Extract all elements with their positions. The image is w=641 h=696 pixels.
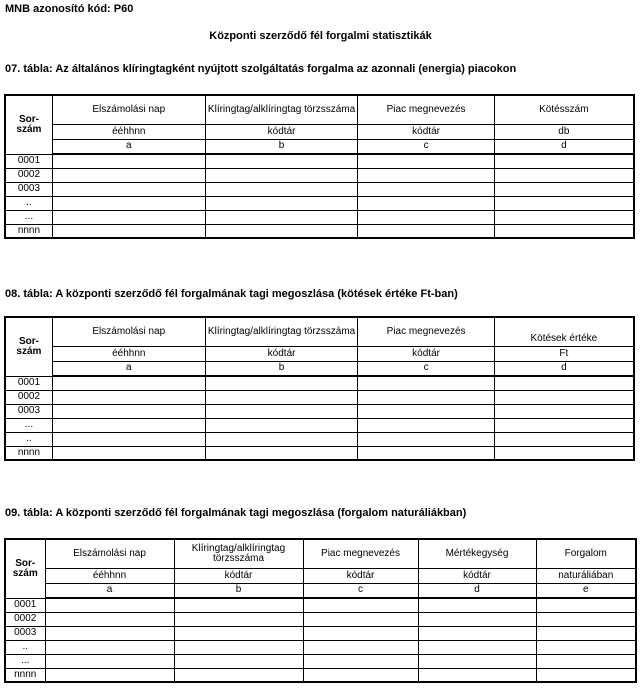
data-cell (494, 168, 634, 182)
data-cell (494, 196, 634, 210)
col-header: Elszámolási nap (52, 317, 205, 346)
col-unit: kódtár (205, 124, 358, 139)
data-cell (205, 432, 358, 446)
table-row: .. (5, 196, 634, 210)
col-letter: a (45, 583, 174, 598)
table-row: 0003 (5, 404, 634, 418)
data-cell (536, 654, 636, 668)
col-header: Piac megnevezés (303, 539, 418, 568)
data-cell (52, 376, 205, 390)
data-cell (303, 626, 418, 640)
data-cell (205, 196, 358, 210)
col-letter: b (174, 583, 303, 598)
data-cell (358, 376, 494, 390)
col-letter: d (418, 583, 536, 598)
table-09-caption: 09. tábla: A központi szerződő fél forgalmának tagi megoszlása (forgalom naturáliákban) (5, 507, 467, 519)
data-cell (494, 404, 634, 418)
data-cell (205, 182, 358, 196)
table-08 (4, 316, 635, 461)
table-row: 0001 (5, 154, 634, 168)
data-cell (358, 446, 494, 460)
col-unit: ééhhnn (45, 568, 174, 583)
data-cell (303, 612, 418, 626)
data-cell (418, 612, 536, 626)
data-cell (418, 654, 536, 668)
data-cell (494, 390, 634, 404)
data-cell (174, 612, 303, 626)
data-cell (536, 612, 636, 626)
data-cell (52, 390, 205, 404)
col-header: Piac megnevezés (358, 95, 494, 124)
data-cell (358, 418, 494, 432)
data-cell (358, 404, 494, 418)
data-cell (536, 668, 636, 682)
data-cell (174, 654, 303, 668)
data-cell (418, 640, 536, 654)
table-row: 0002 (5, 168, 634, 182)
table-07-caption: 07. tábla: Az általános klíringtagként nyújtott szolgáltatás forgalma az azonnali (energia) piacokon (5, 63, 517, 75)
data-cell (494, 224, 634, 238)
data-cell (52, 418, 205, 432)
col-header: Kötésszám (494, 95, 634, 124)
data-cell (174, 598, 303, 612)
data-cell (174, 640, 303, 654)
mnb-code: MNB azonosító kód: P60 (5, 3, 134, 15)
data-cell (303, 668, 418, 682)
sorszam-header: Sor- szám (5, 95, 52, 154)
data-cell (52, 432, 205, 446)
data-cell (52, 182, 205, 196)
data-cell (494, 154, 634, 168)
table-row: 0003 (5, 182, 634, 196)
col-header: Forgalom (536, 539, 636, 568)
data-cell (418, 598, 536, 612)
col-unit: kódtár (418, 568, 536, 583)
data-cell (205, 168, 358, 182)
data-cell (494, 446, 634, 460)
data-cell (52, 446, 205, 460)
data-cell (418, 626, 536, 640)
data-cell (358, 168, 494, 182)
table-row: .. (5, 640, 636, 654)
data-cell (45, 640, 174, 654)
col-letter: d (494, 361, 634, 376)
col-unit: kódtár (174, 568, 303, 583)
table-row: 0001 (5, 376, 634, 390)
col-letter: a (52, 139, 205, 154)
data-cell (205, 154, 358, 168)
data-cell (45, 612, 174, 626)
col-header: Klíringtag/alklíringtag törzsszáma (174, 539, 303, 568)
table-row: 0002 (5, 390, 634, 404)
data-cell (174, 626, 303, 640)
col-header: Elszámolási nap (52, 95, 205, 124)
data-cell (205, 418, 358, 432)
table-09 (4, 538, 637, 683)
col-letter: a (52, 361, 205, 376)
col-unit: ééhhnn (52, 346, 205, 361)
col-letter: e (536, 583, 636, 598)
col-unit: ééhhnn (52, 124, 205, 139)
data-cell (205, 446, 358, 460)
col-letter: c (358, 139, 494, 154)
col-letter: d (494, 139, 634, 154)
data-cell (52, 154, 205, 168)
page-title: Központi szerződő fél forgalmi statisztikák (209, 30, 432, 42)
data-cell (52, 196, 205, 210)
sorszam-header: Sor- szám (5, 317, 52, 376)
col-header: Elszámolási nap (45, 539, 174, 568)
data-cell (52, 168, 205, 182)
data-cell (494, 210, 634, 224)
table-row: 0003 (5, 626, 636, 640)
data-cell (418, 668, 536, 682)
data-cell (205, 376, 358, 390)
data-cell (358, 182, 494, 196)
data-cell (52, 210, 205, 224)
data-cell (52, 224, 205, 238)
data-cell (358, 432, 494, 446)
data-cell (358, 210, 494, 224)
data-cell (494, 182, 634, 196)
col-unit: Ft (494, 346, 634, 361)
data-cell (45, 598, 174, 612)
table-row: nnnn (5, 668, 636, 682)
col-header: Kötések értéke (494, 317, 634, 346)
table-row: nnnn (5, 446, 634, 460)
col-letter: b (205, 139, 358, 154)
table-row: .. (5, 432, 634, 446)
data-cell (536, 626, 636, 640)
table-row: 0001 (5, 598, 636, 612)
col-unit: kódtár (358, 124, 494, 139)
col-header: Klíringtag/alklíringtag törzsszáma (205, 95, 358, 124)
data-cell (205, 224, 358, 238)
table-row: 0002 (5, 612, 636, 626)
data-cell (303, 640, 418, 654)
data-cell (45, 626, 174, 640)
col-unit: kódtár (303, 568, 418, 583)
data-cell (205, 390, 358, 404)
data-cell (303, 654, 418, 668)
col-header: Klíringtag/alklíringtag törzsszáma (205, 317, 358, 346)
data-cell (358, 154, 494, 168)
table-row: ... (5, 654, 636, 668)
data-cell (52, 404, 205, 418)
col-header: Mértékegység (418, 539, 536, 568)
col-unit: kódtár (205, 346, 358, 361)
data-cell (358, 390, 494, 404)
table-row: ... (5, 210, 634, 224)
data-cell (494, 376, 634, 390)
col-unit: kódtár (358, 346, 494, 361)
col-header: Piac megnevezés (358, 317, 494, 346)
data-cell (536, 598, 636, 612)
data-cell (45, 654, 174, 668)
col-unit: naturáliában (536, 568, 636, 583)
data-cell (494, 432, 634, 446)
data-cell (174, 668, 303, 682)
table-08-caption: 08. tábla: A központi szerződő fél forgalmának tagi megoszlása (kötések értéke Ft-ban) (5, 288, 458, 300)
table-row: ... (5, 418, 634, 432)
data-cell (45, 668, 174, 682)
data-cell (494, 418, 634, 432)
data-cell (358, 224, 494, 238)
table-07 (4, 94, 635, 239)
data-cell (358, 196, 494, 210)
data-cell (205, 210, 358, 224)
table-row: nnnn (5, 224, 634, 238)
data-cell (303, 598, 418, 612)
col-letter: c (358, 361, 494, 376)
data-cell (205, 404, 358, 418)
col-unit: db (494, 124, 634, 139)
col-letter: c (303, 583, 418, 598)
col-letter: b (205, 361, 358, 376)
sorszam-header: Sor- szám (5, 539, 45, 598)
data-cell (536, 640, 636, 654)
